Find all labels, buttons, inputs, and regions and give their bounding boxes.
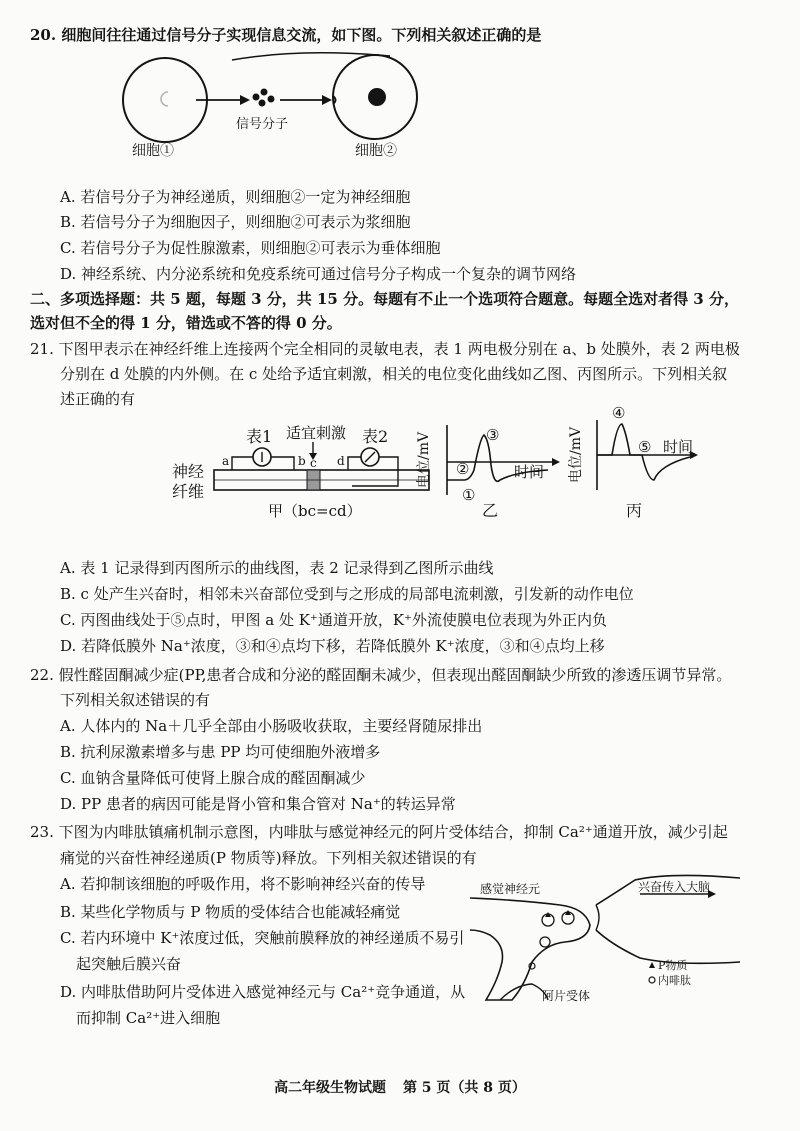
- cell1-label: 细胞①: [132, 143, 174, 159]
- meter2-label: 表2: [362, 427, 389, 446]
- q21-option-d: D. 若降低膜外 Na⁺浓度，③和④点均下移，若降低膜外 K⁺浓度，③和④点均上移: [60, 637, 605, 655]
- q22-option-d: D. PP 患者的病因可能是肾小管和集合管对 Na⁺的转运异常: [60, 795, 456, 813]
- q20-option-d: D. 神经系统、内分泌系统和免疫系统可通过信号分子构成一个复杂的调节网络: [60, 265, 577, 283]
- q20-option-b: B. 若信号分子为细胞因子，则细胞②可表示为浆细胞: [60, 213, 411, 231]
- yi-point-2: ②: [456, 460, 470, 478]
- q20-stem: 20. 细胞间往往通过信号分子实现信息交流，如下图。下列相关叙述正确的是: [30, 26, 542, 44]
- yi-point-1: ①: [462, 486, 476, 504]
- postsynaptic-membrane: [596, 905, 599, 930]
- stimulus-label: 适宜刺激: [286, 424, 347, 442]
- bing-point-5: ⑤: [638, 438, 652, 456]
- section2-heading-cont: 选对但不全的得 1 分，错选或不答的得 0 分。: [30, 314, 342, 332]
- signal-label: 信号分子: [236, 117, 289, 132]
- opioid-terminal: [500, 984, 548, 1000]
- receptor-label: 阿片受体: [542, 989, 591, 1003]
- meter1-label: 表1: [246, 427, 273, 446]
- sensory-neuron-label: 感觉神经元: [480, 882, 541, 896]
- q23-option-d: D. 内啡肽借助阿片受体进入感觉神经元与 Ca²⁺竞争通道，从: [60, 983, 466, 1001]
- q20-option-a: A. 若信号分子为神经递质，则细胞②一定为神经细胞: [60, 188, 411, 206]
- q23-option-b: B. 某些化学物质与 P 物质的受体结合也能减轻痛觉: [60, 903, 401, 921]
- section2-heading: 二、多项选择题：共 5 题，每题 3 分，共 15 分。每题有不止一个选项符合题意。每题全选对者得 3 分，: [30, 290, 739, 308]
- q22-option-b: B. 抗利尿激素增多与患 PP 均可使细胞外液增多: [60, 743, 381, 761]
- brain-label: 兴奋传入大脑: [638, 880, 711, 894]
- legend-endorphin-symbol: [649, 977, 655, 983]
- legend-p-symbol: [649, 962, 655, 968]
- point-a: a: [222, 454, 230, 468]
- fiber-label-2: 纤维: [172, 482, 205, 501]
- bing-x-label: 时间: [663, 438, 694, 456]
- figure-yi-label: 乙: [482, 501, 499, 520]
- figure-jia-label: 甲（bc=cd）: [268, 502, 362, 520]
- q21-stem-2: 分别在 d 处膜的内外侧。在 c 处给予适宜刺激，相关的电位变化曲线如乙图、丙图所示。下列相关叙: [60, 365, 728, 383]
- q21-option-b: B. c 处产生兴奋时，相邻未兴奋部位受到与之形成的局部电流刺激，引发新的动作电位: [60, 585, 634, 603]
- legend-endorphin-label: 内啡肽: [658, 974, 691, 987]
- figure-bing-label: 丙: [626, 501, 643, 520]
- q23-option-a: A. 若抑制该细胞的呼吸作用，将不影响神经兴奋的传导: [60, 875, 426, 893]
- q21-option-c: C. 丙图曲线处于⑤点时，甲图 a 处 K⁺通道开放，K⁺外流使膜电位表现为外正内负: [60, 611, 607, 629]
- q22-option-c: C. 血钠含量降低可使肾上腺合成的醛固酮减少: [60, 769, 366, 787]
- vesicle: [540, 937, 550, 947]
- yi-x-label: 时间: [514, 463, 545, 481]
- legend-p-label: P物质: [658, 959, 688, 972]
- q23-option-c-cont: 起突触后膜兴奋: [76, 955, 182, 973]
- bing-y-label: 电位/mV: [568, 426, 584, 483]
- q21-option-a: A. 表 1 记录得到丙图所示的曲线图，表 2 记录得到乙图所示曲线: [60, 559, 494, 577]
- footer-title: 高二年级生物试题: [274, 1080, 387, 1096]
- q23-stem-1: 23. 下图为内啡肽镇痛机制示意图，内啡肽与感觉神经元的阿片受体结合，抑制 Ca²⁺通道开放，减少引起: [30, 823, 728, 841]
- yi-point-3: ③: [486, 426, 500, 444]
- q20-option-c: C. 若信号分子为促性腺激素，则细胞②可表示为垂体细胞: [60, 239, 441, 257]
- fiber-label-1: 神经: [172, 462, 205, 481]
- q23-stem-2: 痛觉的兴奋性神经递质(P 物质等)释放。下列相关叙述错误的有: [60, 849, 477, 867]
- yi-y-label: 电位/mV: [416, 431, 432, 488]
- q23-option-c: C. 若内环境中 K⁺浓度过低，突触前膜释放的神经递质不易引: [60, 929, 465, 947]
- bing-point-4: ④: [612, 404, 626, 422]
- q21-stem-3: 述正确的有: [60, 390, 136, 408]
- q23-option-d-cont: 而抑制 Ca²⁺进入细胞: [76, 1009, 221, 1027]
- footer-page: 第 5 页（共 8 页）: [402, 1080, 526, 1096]
- point-c: c: [310, 456, 317, 470]
- point-d: d: [337, 454, 345, 468]
- q21-stem-1: 21. 下图甲表示在神经纤维上连接两个完全相同的灵敏电表，表 1 两电极分别在 a、b 处膜外，表 2 两电极: [30, 340, 740, 358]
- cell2-label: 细胞②: [355, 143, 397, 159]
- page-footer: [0, 1077, 800, 1097]
- point-b: b: [298, 454, 306, 468]
- q22-stem-1: 22. 假性醛固酮减少症(PP,患者合成和分泌的醛固酮未减少，但表现出醛固酮缺少所致的渗透压调节异常。: [30, 666, 732, 684]
- q22-option-a: A. 人体内的 Na＋几乎全部由小肠吸收获取，主要经肾随尿排出: [60, 717, 483, 735]
- q22-stem-2: 下列相关叙述错误的有: [60, 691, 211, 709]
